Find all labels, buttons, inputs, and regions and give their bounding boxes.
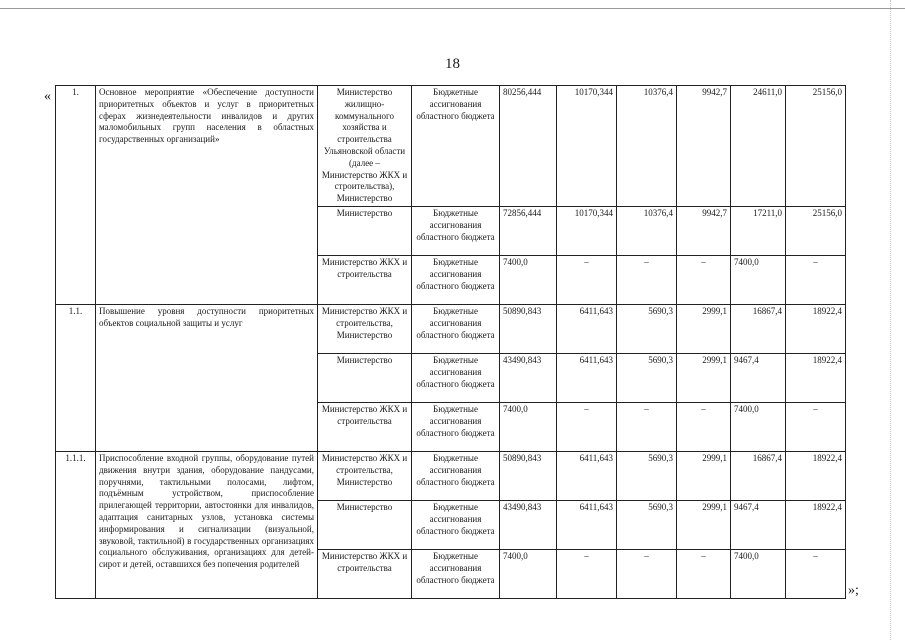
table-row: [56, 86, 846, 207]
year-value-cell: –: [617, 403, 677, 452]
total-value-cell: 7400,0: [500, 550, 557, 599]
funding-source-cell: Бюджетные ассигнования областного бюджета: [412, 207, 500, 256]
year-value-cell: 5690,3: [617, 305, 677, 354]
funding-source-cell: Бюджетные ассигнования областного бюджета: [412, 256, 500, 305]
year-value-cell: 10170,344: [557, 207, 617, 256]
year-value-cell: –: [677, 256, 731, 305]
executor-cell: Министерство жилищно-коммунального хозяйства и строительства Ульяновской области (далее – Министерство ЖКХ и строительства), Министерство: [318, 86, 412, 207]
year-value-cell: 5690,3: [617, 354, 677, 403]
funding-source-cell: Бюджетные ассигнования областного бюджета: [412, 403, 500, 452]
year-value-cell: –: [557, 403, 617, 452]
activity-name: Основное мероприятие «Обеспечение доступности приоритетных объектов и услуг в приоритетных сферах жизнедеятельности инвалидов и других маломобильных групп населения в областных государственных организаций»: [96, 86, 318, 305]
year-value-cell: 6411,643: [557, 354, 617, 403]
funding-source-cell: Бюджетные ассигнования областного бюджета: [412, 354, 500, 403]
closing-quote-mark: »;: [848, 583, 859, 598]
year-value-cell: 10376,4: [617, 207, 677, 256]
year-value-cell: 5690,3: [617, 501, 677, 550]
year-value-cell: 25156,0: [786, 207, 846, 256]
executor-cell: Министерство: [318, 501, 412, 550]
table-row: [56, 305, 846, 354]
year-value-cell: 25156,0: [786, 86, 846, 207]
row-number: 1.1.: [56, 305, 96, 452]
year-value-cell: –: [677, 550, 731, 599]
year-value-cell: –: [786, 550, 846, 599]
total-value-cell: 43490,843: [500, 501, 557, 550]
budget-table: [55, 85, 846, 599]
year-value-cell: –: [677, 403, 731, 452]
year-value-cell: 18922,4: [786, 452, 846, 501]
year-value-cell: –: [617, 550, 677, 599]
year-value-cell: 10376,4: [617, 86, 677, 207]
executor-cell: Министерство: [318, 354, 412, 403]
year-value-cell: 6411,643: [557, 501, 617, 550]
table-row: [56, 452, 846, 501]
page-number: 18: [445, 56, 460, 72]
year-value-cell: 2999,1: [677, 501, 731, 550]
total-value-cell: 7400,0: [500, 256, 557, 305]
scan-right-edge: [890, 0, 891, 640]
year-value-cell: 5690,3: [617, 452, 677, 501]
year-value-cell: 18922,4: [786, 354, 846, 403]
executor-cell: Министерство ЖКХ и строительства: [318, 403, 412, 452]
row-number: 1.: [56, 86, 96, 305]
funding-source-cell: Бюджетные ассигнования областного бюджета: [412, 452, 500, 501]
year-value-cell: 7400,0: [731, 550, 786, 599]
total-value-cell: 50890,843: [500, 452, 557, 501]
year-value-cell: –: [786, 403, 846, 452]
executor-cell: Министерство: [318, 207, 412, 256]
year-value-cell: 16867,4: [731, 305, 786, 354]
executor-cell: Министерство ЖКХ и строительства: [318, 550, 412, 599]
opening-quote-mark: «: [44, 89, 51, 104]
activity-name: Повышение уровня доступности приоритетных объектов социальной защиты и услуг: [96, 305, 318, 452]
year-value-cell: 6411,643: [557, 305, 617, 354]
year-value-cell: 9467,4: [731, 354, 786, 403]
year-value-cell: 9942,7: [677, 207, 731, 256]
year-value-cell: 10170,344: [557, 86, 617, 207]
funding-source-cell: Бюджетные ассигнования областного бюджета: [412, 305, 500, 354]
total-value-cell: 7400,0: [500, 403, 557, 452]
total-value-cell: 43490,843: [500, 354, 557, 403]
year-value-cell: –: [557, 256, 617, 305]
funding-source-cell: Бюджетные ассигнования областного бюджета: [412, 550, 500, 599]
year-value-cell: 16867,4: [731, 452, 786, 501]
year-value-cell: 2999,1: [677, 354, 731, 403]
year-value-cell: 24611,0: [731, 86, 786, 207]
year-value-cell: 6411,643: [557, 452, 617, 501]
executor-cell: Министерство ЖКХ и строительства: [318, 256, 412, 305]
activity-name: Приспособление входной группы, оборудование путей движения внутри здания, оборудование пандусами, поручнями, тактильными полосами, лифтом, подъёмным устройством, приспособление прилегающей территории, автостоянки для инвалидов, адаптация санитарных узлов, установка системы информирования и сигнализации (визуальной, звуковой, тактильной) в государственных организациях социального обслуживания, организациях для детей-сирот и детей, оставшихся без попечения родителей: [96, 452, 318, 599]
total-value-cell: 50890,843: [500, 305, 557, 354]
year-value-cell: 2999,1: [677, 305, 731, 354]
year-value-cell: –: [557, 550, 617, 599]
total-value-cell: 72856,444: [500, 207, 557, 256]
executor-cell: Министерство ЖКХ и строительства, Министерство: [318, 452, 412, 501]
year-value-cell: 17211,0: [731, 207, 786, 256]
year-value-cell: 2999,1: [677, 452, 731, 501]
funding-source-cell: Бюджетные ассигнования областного бюджета: [412, 86, 500, 207]
executor-cell: Министерство ЖКХ и строительства, Министерство: [318, 305, 412, 354]
total-value-cell: 80256,444: [500, 86, 557, 207]
year-value-cell: 7400,0: [731, 256, 786, 305]
year-value-cell: 9942,7: [677, 86, 731, 207]
year-value-cell: –: [786, 256, 846, 305]
funding-source-cell: Бюджетные ассигнования областного бюджета: [412, 501, 500, 550]
year-value-cell: 18922,4: [786, 501, 846, 550]
scan-top-edge: [0, 8, 905, 9]
row-number: 1.1.1.: [56, 452, 96, 599]
year-value-cell: 9467,4: [731, 501, 786, 550]
year-value-cell: 18922,4: [786, 305, 846, 354]
year-value-cell: 7400,0: [731, 403, 786, 452]
year-value-cell: –: [617, 256, 677, 305]
